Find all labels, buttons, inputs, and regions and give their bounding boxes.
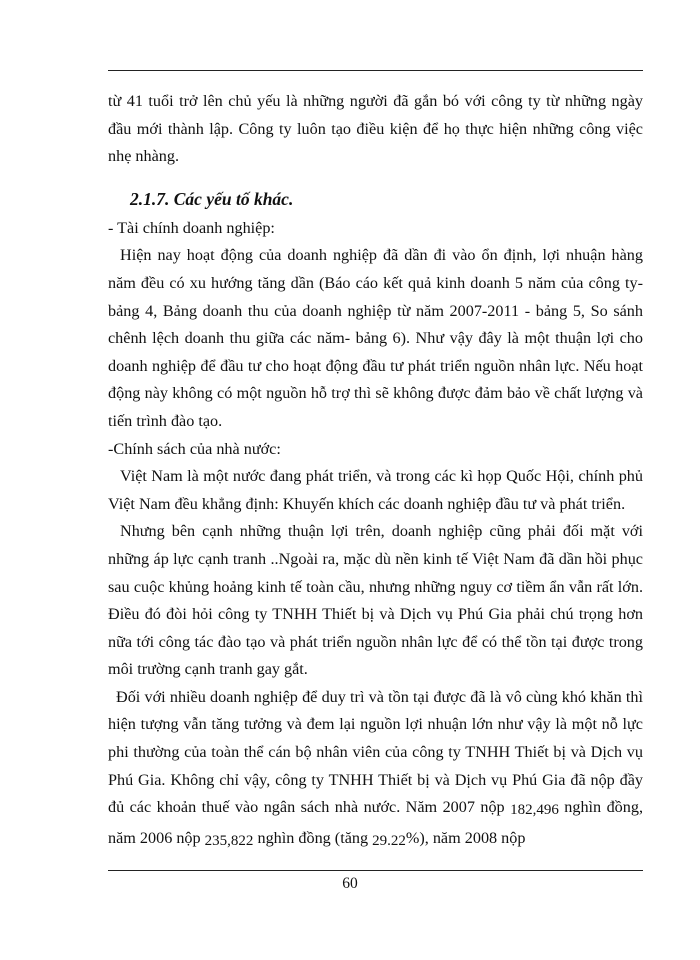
bullet-state-policy: -Chính sách của nhà nước: bbox=[108, 439, 281, 458]
tax-2007-value: 182,496 bbox=[510, 802, 559, 819]
paragraph-tax bbox=[108, 684, 643, 856]
paragraph-intro: từ 41 tuổi trở lên chủ yếu là những người đã gắn bó với công ty từ những ngày đầu mới thành lập. Công ty luôn tạo điều kiện để họ thực hiện những công việc nhẹ nhàng. bbox=[108, 92, 643, 166]
paragraph-competition: Nhưng bên cạnh những thuận lợi trên, doanh nghiệp cũng phải đối mặt với những áp lực cạnh tranh ..Ngoài ra, mặc dù nền kinh tế Việt Nam đã dần hồi phục sau cuộc khủng hoảng kinh tế toàn cầu, nhưng những nguy cơ tiềm ẩn vẫn rất lớn. Điều đó đòi hỏi công ty TNHH Thiết bị và Dịch vụ Phú Gia phải chú trọng hơn nữa tới công tác đào tạo và phát triển nguồn nhân lực để có thể tồn tại được trong môi trường cạnh tranh gay gắt. bbox=[108, 522, 643, 679]
page-number: 60 bbox=[342, 875, 358, 892]
header-rule bbox=[108, 70, 643, 71]
tax-paragraph-connector-2: nghìn đồng (tăng bbox=[253, 828, 373, 847]
bullet-finance: - Tài chính doanh nghiệp: bbox=[108, 218, 275, 237]
section-heading: 2.1.7. Các yếu tố khác. bbox=[130, 188, 294, 209]
footer-rule bbox=[108, 870, 643, 871]
tax-paragraph-text: Đối với nhiều doanh nghiệp để duy trì và tồn tại được đã là vô cùng khó khăn thì hiện tượng vẫn tăng tưởng và đem lại nguồn lợi nhuận lớn như vậy là một nỗ lực phi thường của toàn thể cán bộ nhân viên của công ty TNHH Thiết bị và Dịch vụ Phú Gia. Không chỉ vậy, công ty TNHH Thiết bị và Dịch vụ Phú Gia đã nộp đầy đủ các khoản thuế vào ngân sách nhà nước. Năm 2007 nộp bbox=[108, 687, 643, 817]
tax-paragraph-connector-1: nghìn đồng, năm 2006 nộp bbox=[108, 798, 643, 847]
tax-2006-value: 235,822 bbox=[204, 832, 254, 849]
paragraph-state-policy: Việt Nam là một nước đang phát triển, và trong các kì họp Quốc Hội, chính phủ Việt Nam đều khẳng định: Khuyến khích các doanh nghiệp đầu tư và phát triển. bbox=[108, 467, 643, 513]
tax-paragraph-end: %), năm 2008 nộp bbox=[405, 828, 526, 847]
paragraph-finance: Hiện nay hoạt động của doanh nghiệp đã dần đi vào ổn định, lợi nhuận hàng năm đều có xu hướng tăng dần (Báo cáo kết quả kinh doanh 5 năm của công ty- bảng 4, Bảng doanh thu của doanh nghiệp từ năm 2007-2011 - bảng 5, So sánh chênh lệch doanh thu giữa các năm- bảng 6). Như vậy đây là một thuận lợi cho doanh nghiệp để đầu tư cho hoạt động đầu tư phát triển nguồn nhân lực. Nếu hoạt động này không có một nguồn hỗ trợ thì sẽ không được đảm bảo về chất lượng và tiến trình đào tạo. bbox=[108, 246, 643, 430]
document-body bbox=[108, 88, 643, 855]
tax-growth-value: 29.22 bbox=[372, 832, 406, 849]
